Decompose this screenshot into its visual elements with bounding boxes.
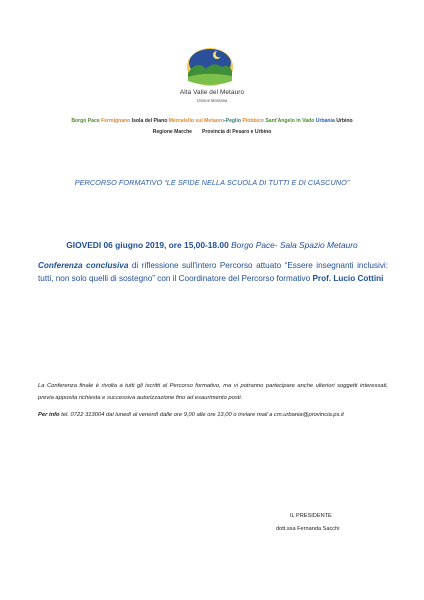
conference-description	[38, 259, 388, 285]
mountain-moon-logo-icon	[175, 43, 245, 89]
comune-santangelo: Sant'Angelo in Vado	[265, 118, 315, 124]
regione-marche: Regione Marche	[152, 128, 193, 135]
comune-piobbico: Piobbico	[242, 118, 264, 124]
comune-mercatello: Mercatello sul Metauro	[168, 118, 224, 124]
info-text: tel. 0722 313004 dal lunedì al venerdì dalle ore 9,00 alle ore 13,00 o inviare mail a cm.urbania@provincia.ps.it	[61, 412, 344, 418]
comune-fermignano: Fermignano	[101, 118, 131, 124]
conference-text: di riflessione sull'intero Percorso attuato “Essere insegnanti inclusivi: tutti, non solo quelli di sostegno” con il Coordinatore del Percorso formativo	[38, 261, 389, 283]
comune-borgo-pace: Borgo Pace	[71, 118, 100, 124]
signature-role: IL PRESIDENTE	[290, 513, 332, 519]
comune-peglio: Peglio	[225, 118, 241, 124]
participation-note: La Conferenza finale è rivolta a tutti gli iscritti al Percorso formativo, ma vi potranno partecipare anche ulteriori soggetti interessati, previa apposita richiesta e successiva autorizzazione fino ad esaurimento posti.	[38, 383, 388, 401]
comuni-list: Borgo Pace Fermignano Isola del Piano Mercatello sul Metauro-Peglio Piobbico Sant'Angelo in Vado Urbania Urbino Regione Marche Provincia di Pesaro e Urbino	[71, 118, 353, 135]
comune-urbino: Urbino	[336, 118, 353, 124]
event-date: GIOVEDI 06 giugno 2019, ore 15,00-18.00	[66, 240, 229, 250]
contact-info	[38, 410, 388, 422]
conference-lead: Conferenza conclusiva	[38, 261, 129, 270]
conference-coordinator: Prof. Lucio Cottini	[312, 274, 384, 283]
info-label: Per info	[38, 412, 60, 418]
comune-urbania: Urbania	[315, 118, 335, 124]
event-dateline	[30, 240, 394, 250]
event-location: Borgo Pace- Sala Spazio Metauro	[231, 240, 358, 250]
document-title: PERCORSO FORMATIVO “LE SFIDE NELLA SCUOLA DI TUTTI E DI CIASCUNO”	[74, 178, 350, 187]
provincia-pesaro-urbino: Provincia di Pesaro e Urbino	[201, 128, 272, 135]
union-subtitle: Unione Montana	[196, 98, 228, 103]
union-name: Alta Valle del Metauro	[179, 89, 245, 96]
comune-isola-del-piano: Isola del Piano	[131, 118, 168, 124]
signature-name: dott.ssa Fernanda Sacchi	[276, 526, 340, 532]
